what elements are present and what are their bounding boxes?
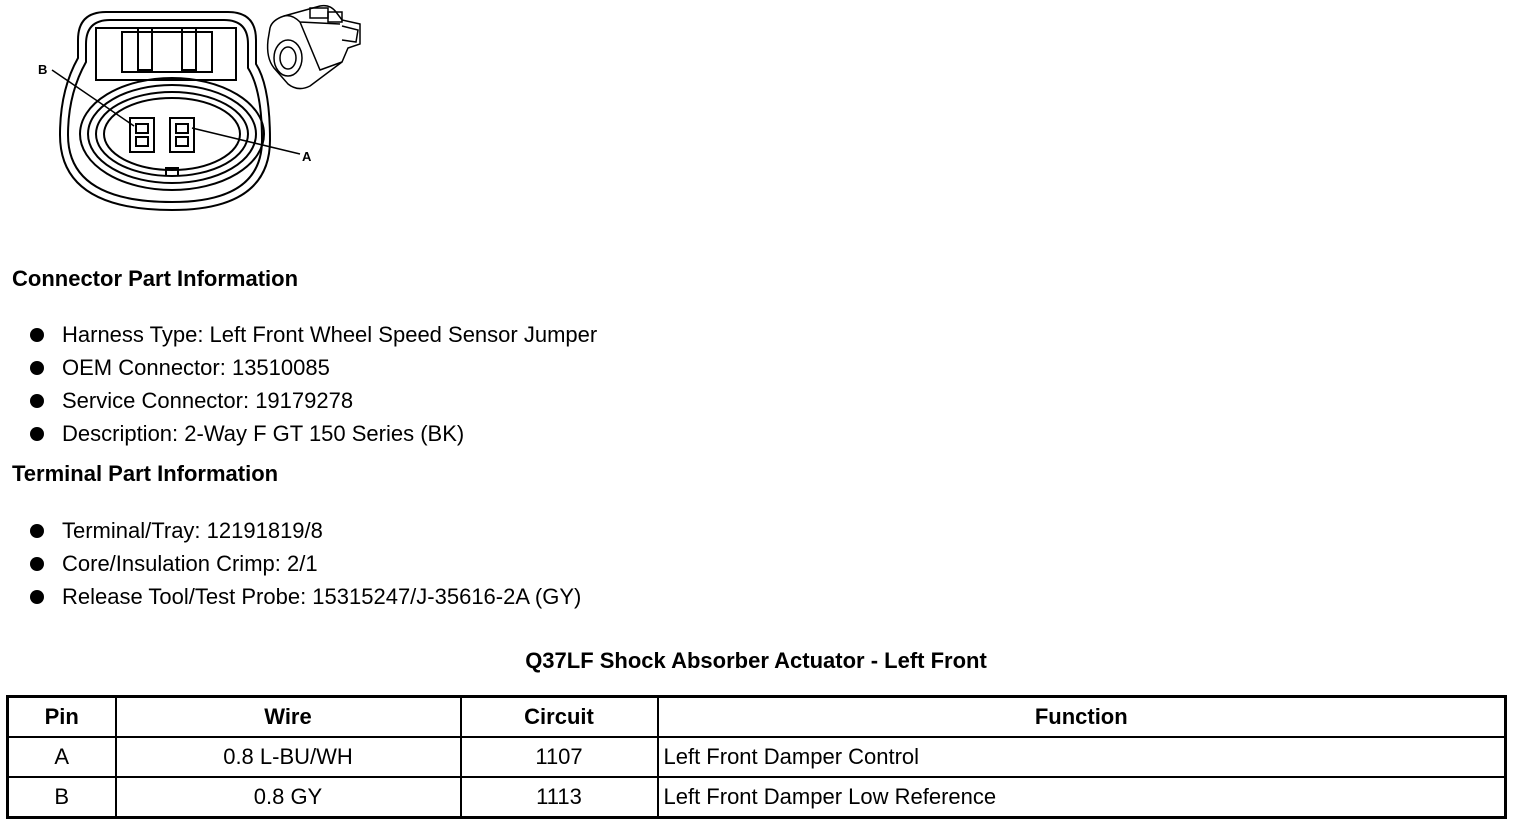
pinout-table bbox=[6, 695, 1507, 819]
circuit-cell: 1113 bbox=[461, 777, 658, 818]
table-title: Q37LF Shock Absorber Actuator - Left Front bbox=[525, 648, 987, 673]
connector-outline bbox=[52, 12, 300, 210]
connector-part-info-list bbox=[28, 318, 597, 450]
list-item-text: Description: 2-Way F GT 150 Series (BK) bbox=[62, 421, 465, 446]
callout-a: A bbox=[302, 149, 312, 164]
bullet-icon bbox=[30, 361, 44, 375]
list-item bbox=[28, 514, 581, 547]
list-item-text: Release Tool/Test Probe: 15315247/J-35616-2A (GY) bbox=[62, 584, 582, 609]
connector-part-info-heading: Connector Part Information bbox=[12, 266, 299, 291]
function-cell: Left Front Damper Low Reference bbox=[658, 777, 1506, 818]
connector-face-diagram bbox=[30, 0, 370, 220]
table-header-row bbox=[8, 697, 1506, 738]
list-item-text: Harness Type: Left Front Wheel Speed Sensor Jumper bbox=[62, 322, 598, 347]
connector-thumbnail bbox=[268, 6, 360, 89]
terminal-part-info-heading: Terminal Part Information bbox=[12, 461, 279, 486]
bullet-icon bbox=[30, 524, 44, 538]
function-cell: Left Front Damper Control bbox=[658, 737, 1506, 777]
list-item bbox=[28, 547, 581, 580]
list-item bbox=[28, 318, 597, 351]
list-item bbox=[28, 351, 597, 384]
wire-cell: 0.8 GY bbox=[116, 777, 461, 818]
bullet-icon bbox=[30, 557, 44, 571]
list-item-text: OEM Connector: 13510085 bbox=[62, 355, 330, 380]
bullet-icon bbox=[30, 328, 44, 342]
list-item bbox=[28, 384, 597, 417]
table-row bbox=[8, 737, 1506, 777]
column-header-wire: Wire bbox=[116, 697, 461, 738]
bullet-icon bbox=[30, 427, 44, 441]
column-header-function: Function bbox=[658, 697, 1506, 738]
list-item bbox=[28, 580, 581, 613]
bullet-icon bbox=[30, 590, 44, 604]
terminal-part-info-list bbox=[28, 514, 581, 613]
column-header-pin: Pin bbox=[8, 697, 116, 738]
table-row bbox=[8, 777, 1506, 818]
list-item bbox=[28, 417, 597, 450]
pin-cell: B bbox=[8, 777, 116, 818]
list-item-text: Terminal/Tray: 12191819/8 bbox=[62, 518, 323, 543]
pin-cell: A bbox=[8, 737, 116, 777]
wire-cell: 0.8 L-BU/WH bbox=[116, 737, 461, 777]
circuit-cell: 1107 bbox=[461, 737, 658, 777]
list-item-text: Service Connector: 19179278 bbox=[62, 388, 354, 413]
list-item-text: Core/Insulation Crimp: 2/1 bbox=[62, 551, 318, 576]
callout-b: B bbox=[38, 62, 48, 77]
column-header-circuit: Circuit bbox=[461, 697, 658, 738]
bullet-icon bbox=[30, 394, 44, 408]
